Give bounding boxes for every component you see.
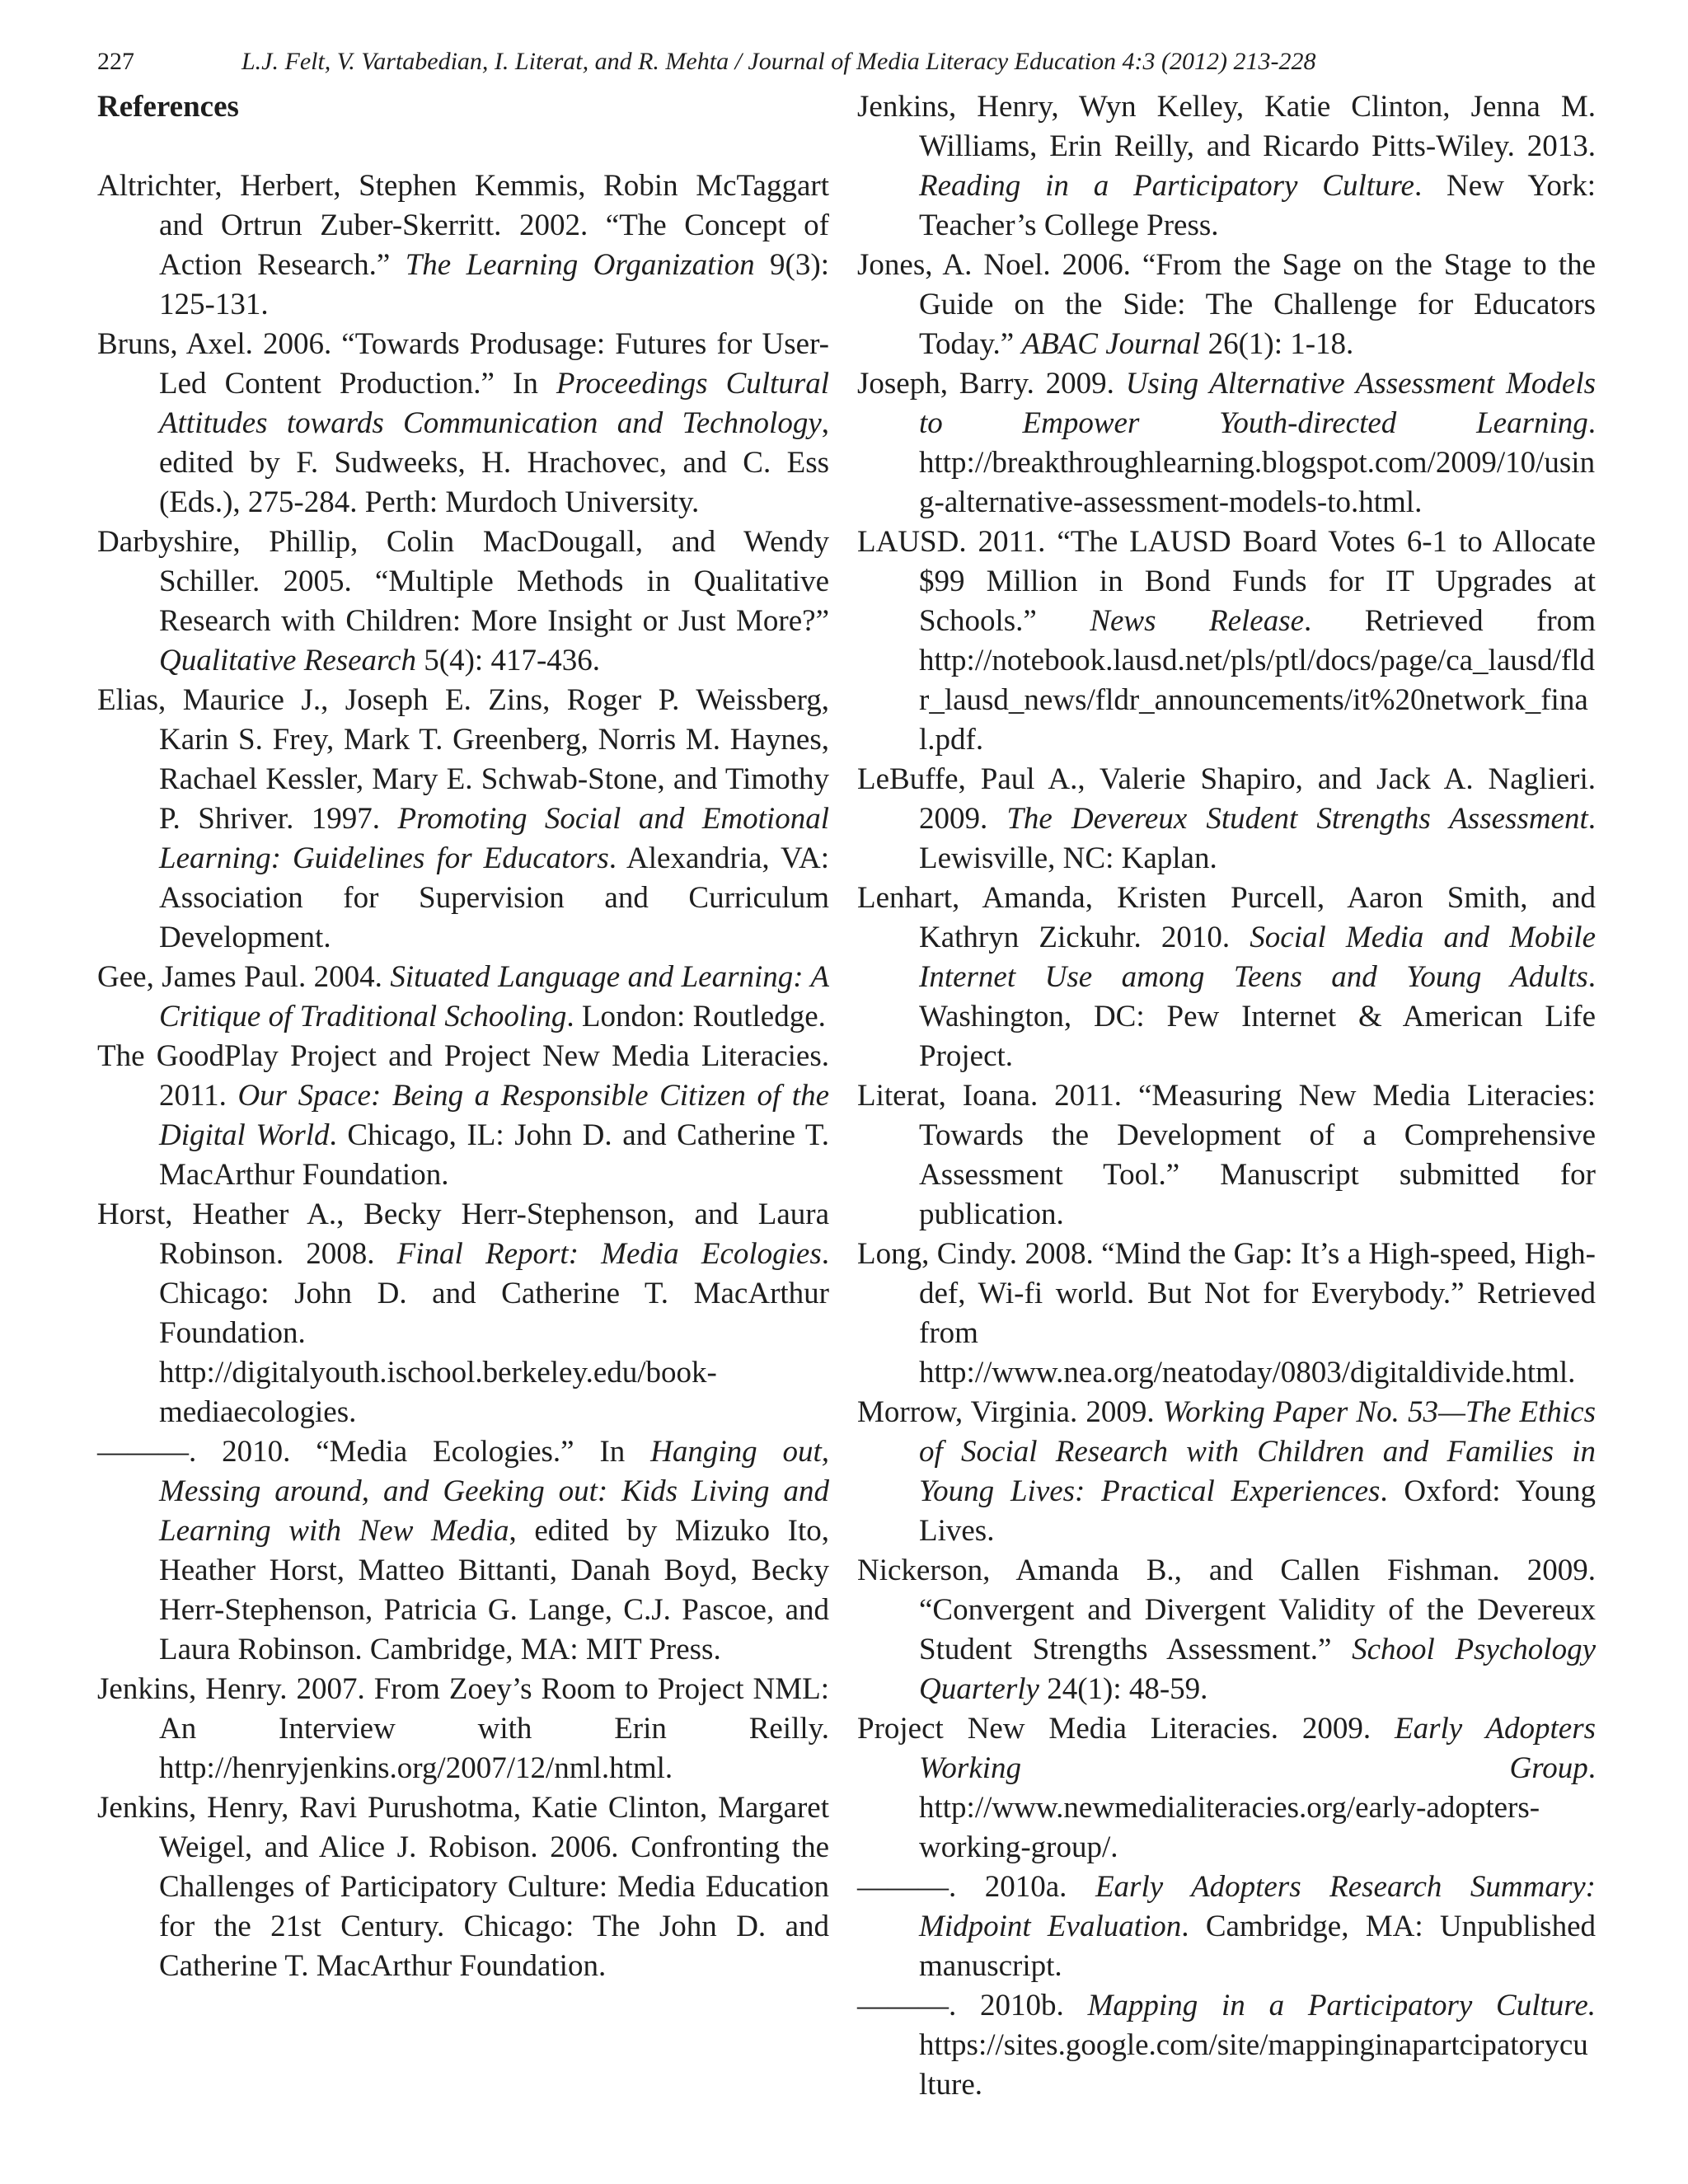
reference-text: 26(1): 1-18.: [1200, 327, 1354, 361]
reference-text: ———. 2010b.: [857, 1989, 1088, 2022]
reference-text: Lenhart, Amanda, Kristen Purcell, Aaron Smith, and Kathryn Zickuhr. 2010.: [857, 881, 1596, 954]
reference-list-right: [857, 87, 1596, 2105]
reference-title: Hanging out, Messing around, and Geeking out: Kids Living and Learning with New Media: [159, 1435, 830, 1548]
reference-title: The Devereux Student Strengths Assessment: [1006, 802, 1588, 836]
page-number: 227: [97, 48, 134, 75]
reference-title: Situated Language and Learning: A Critique of Traditional Schooling: [159, 960, 829, 1033]
reference-entry: [857, 1076, 1596, 1235]
reference-text: Elias, Maurice J., Joseph E. Zins, Roger P. Weissberg, Karin S. Frey, Mark T. Greenberg, Norris M. Haynes, Rachael Kessler, Mary E. Schwab-Stone, and Timothy P. Shriver. 1997.: [97, 683, 829, 836]
reference-entry: [857, 1868, 1596, 1986]
reference-entry: [97, 681, 829, 958]
reference-entry: [857, 246, 1596, 364]
reference-text: Darbyshire, Phillip, Colin MacDougall, and Wendy Schiller. 2005. “Multiple Methods in Qualitative Research with Children: More Insight or Just More?”: [97, 525, 829, 638]
reference-entry: [857, 1709, 1596, 1868]
reference-entry: [97, 1195, 829, 1432]
reference-text: The GoodPlay Project and Project New Media Literacies. 2011.: [97, 1039, 829, 1113]
reference-text: . Washington, DC: Pew Internet & American Life Project.: [919, 960, 1596, 1073]
right-column: [857, 87, 1596, 2105]
reference-text: https://sites.google.com/site/mappinginapartcipatoryculture.: [919, 2028, 1588, 2102]
reference-text: Gee, James Paul. 2004.: [97, 960, 391, 994]
reference-text: ———. 2010. “Media Ecologies.” In: [97, 1435, 651, 1469]
reference-text: . Lewisville, NC: Kaplan.: [919, 802, 1596, 875]
reference-title: ABAC Journal: [1021, 327, 1201, 361]
reference-entry: [857, 879, 1596, 1076]
reference-title: Early Adopters Research Summary: Midpoint Evaluation: [919, 1870, 1596, 1943]
reference-text: Jones, A. Noel. 2006. “From the Sage on the Stage to the Guide on the Side: The Challenge for Educators Today.”: [857, 248, 1596, 361]
reference-text: . Alexandria, VA: Association for Supervision and Curriculum Development.: [159, 841, 829, 954]
reference-entry: [97, 1432, 829, 1670]
reference-entry: [857, 1551, 1596, 1709]
reference-entry: [97, 1788, 829, 1986]
reference-entry: [97, 1670, 829, 1788]
reference-text: . Oxford: Young Lives.: [919, 1474, 1596, 1548]
reference-text: LAUSD. 2011. “The LAUSD Board Votes 6-1 to Allocate $99 Million in Bond Funds for IT Upgrades at Schools.”: [857, 525, 1596, 638]
reference-title: Qualitative Research: [159, 644, 417, 677]
reference-title: Mapping in a Participatory Culture.: [1087, 1989, 1596, 2022]
reference-title: Proceedings Cultural Attitudes towards Communication and Technology: [159, 367, 829, 440]
reference-text: . New York: Teacher’s College Press.: [919, 169, 1596, 242]
reference-text: 9(3): 125-131.: [159, 248, 829, 321]
reference-title: Social Media and Mobile Internet Use among Teens and Young Adults: [919, 921, 1597, 994]
reference-list-left: [97, 166, 829, 1986]
reference-text: Literat, Ioana. 2011. “Measuring New Media Literacies: Towards the Development of a Comprehensive Assessment Tool.” Manuscript submitted for publication.: [857, 1079, 1596, 1231]
reference-entry: [857, 1986, 1596, 2105]
reference-text: Jenkins, Henry, Ravi Purushotma, Katie Clinton, Margaret Weigel, and Alice J. Robison. 2006. Confronting the Challenges of Participatory Culture: Media Education for the 21st Century. Chicago: The John D. and Catherine T. MacArthur Foundation.: [97, 1791, 829, 1983]
reference-title: Working Paper No. 53—The Ethics of Social Research with Children and Families in Young Lives: Practical Experiences: [919, 1395, 1596, 1508]
reference-text: . Cambridge, MA: Unpublished manuscript.: [919, 1910, 1596, 1983]
reference-title: Early Adopters Working Group: [919, 1712, 1596, 1785]
reference-text: Project New Media Literacies. 2009.: [857, 1712, 1395, 1746]
reference-entry: [857, 523, 1596, 760]
reference-entry: [857, 1393, 1596, 1551]
reference-entry: [97, 523, 829, 681]
reference-text: Jenkins, Henry. 2007. From Zoey’s Room to Project NML: An Interview with Erin Reilly. http://henryjenkins.org/2007/12/nml.html.: [97, 1672, 829, 1785]
reference-text: . Chicago: John D. and Catherine T. MacArthur Foundation. http://digitalyouth.ischool.berkeley.edu/book-mediaecologies.: [159, 1237, 829, 1429]
reference-text: . London: Routledge.: [566, 1000, 826, 1033]
reference-entry: [857, 1235, 1596, 1393]
reference-entry: [97, 1037, 829, 1195]
reference-entry: [857, 364, 1596, 523]
reference-text: Bruns, Axel. 2006. “Towards Produsage: Futures for User-Led Content Production.” In: [97, 327, 829, 401]
reference-text: Altrichter, Herbert, Stephen Kemmis, Robin McTaggart and Ortrun Zuber-Skerritt. 2002. “The Concept of Action Research.”: [97, 169, 829, 282]
reference-text: Long, Cindy. 2008. “Mind the Gap: It’s a High-speed, High-def, Wi-fi world. But Not for Everybody.” Retrieved from http://www.nea.org/neatoday/0803/digitaldivide.html.: [857, 1237, 1596, 1390]
reference-text: . Retrieved from http://notebook.lausd.net/pls/ptl/docs/page/ca_lausd/fldr_lausd_news/fldr_announcements/it%20network_final.pdf.: [919, 604, 1596, 757]
reference-title: News Release: [1090, 604, 1305, 638]
reference-text: Joseph, Barry. 2009.: [857, 367, 1126, 401]
reference-text: . Chicago, IL: John D. and Catherine T. MacArthur Foundation.: [159, 1118, 829, 1192]
reference-text: Jenkins, Henry, Wyn Kelley, Katie Clinton, Jenna M. Williams, Erin Reilly, and Ricardo Pitts-Wiley. 2013.: [857, 90, 1596, 163]
reference-text: Nickerson, Amanda B., and Callen Fishman. 2009. “Convergent and Divergent Validity of the Devereux Student Strengths Assessment.”: [857, 1554, 1596, 1666]
reference-text: 24(1): 48-59.: [1039, 1672, 1208, 1706]
reference-entry: [97, 325, 829, 523]
left-column: [97, 87, 829, 1986]
reference-entry: [97, 958, 829, 1037]
references-heading: References: [97, 90, 239, 124]
reference-text: ———. 2010a.: [857, 1870, 1095, 1904]
reference-entry: [857, 87, 1596, 246]
reference-title: Using Alternative Assessment Models to Empower Youth-directed Learning: [919, 367, 1596, 440]
reference-title: Final Report: Media Ecologies: [396, 1237, 822, 1271]
reference-text: , edited by F. Sudweeks, H. Hrachovec, and C. Ess (Eds.), 275-284. Perth: Murdoch University.: [159, 406, 829, 519]
reference-text: , edited by Mizuko Ito, Heather Horst, Matteo Bittanti, Danah Boyd, Becky Herr-Stephenson, Patricia G. Lange, C.J. Pascoe, and Laura Robinson. Cambridge, MA: MIT Press.: [159, 1514, 829, 1666]
reference-text: . http://breakthroughlearning.blogspot.com/2009/10/using-alternative-assessment-models-to.html.: [919, 406, 1596, 519]
reference-text: LeBuffe, Paul A., Valerie Shapiro, and Jack A. Naglieri. 2009.: [857, 762, 1596, 836]
reference-title: Our Space: Being a Responsible Citizen of the Digital World: [159, 1079, 829, 1152]
reference-text: . http://www.newmedialiteracies.org/early-adopters-working-group/.: [919, 1751, 1596, 1864]
reference-title: The Learning Organization: [405, 248, 755, 282]
reference-entry: [97, 166, 829, 325]
reference-title: Reading in a Participatory Culture: [919, 169, 1414, 203]
journal-running-head: L.J. Felt, V. Vartabedian, I. Literat, and R. Mehta / Journal of Media Literacy Education 4:3 (2012) 213-228: [241, 48, 1316, 75]
reference-text: 5(4): 417-436.: [416, 644, 601, 677]
reference-text: Morrow, Virginia. 2009.: [857, 1395, 1163, 1429]
reference-text: Horst, Heather A., Becky Herr-Stephenson, and Laura Robinson. 2008.: [97, 1197, 829, 1271]
reference-title: Promoting Social and Emotional Learning: Guidelines for Educators: [159, 802, 829, 875]
reference-title: School Psychology Quarterly: [919, 1633, 1596, 1706]
reference-entry: [857, 760, 1596, 879]
running-header: [97, 48, 1597, 81]
